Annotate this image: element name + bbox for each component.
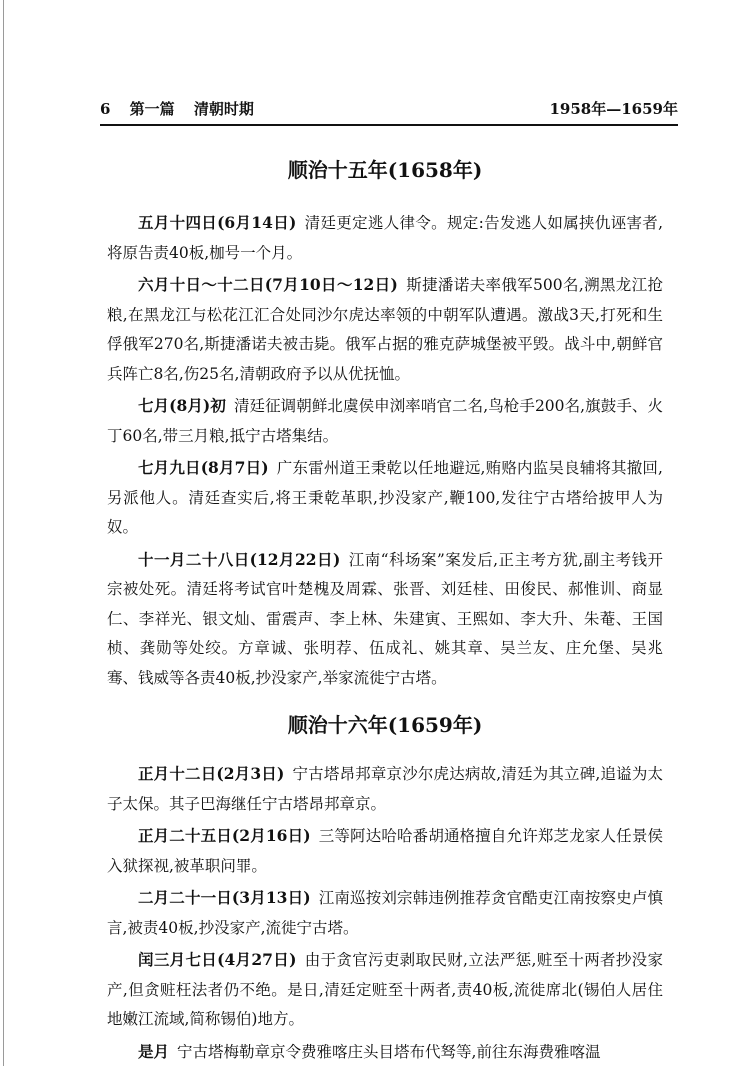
entry [107,391,663,451]
entry [107,453,663,543]
running-header [100,98,678,119]
entry [107,208,663,268]
entry-text: 清廷征调朝鲜北虞侯申浏率哨官二名,鸟枪手200名,旗鼓手、火丁60名,带三月粮,抵宁古塔集结。 [107,397,664,445]
entry-text: 清廷更定逃人律令。规定:告发逃人如属挟仇诬害者,将原告责40板,枷号一个月。 [107,214,663,262]
entry-text: 江南巡按刘宗韩违例推荐贪官酷吏江南按察史卢慎言,被责40板,抄没家产,流徙宁古塔。 [107,889,663,937]
entry [107,759,663,819]
entry [107,545,663,694]
entry [107,883,663,943]
year-range: 1958年—1659年 [549,100,678,118]
entry-text: 斯捷潘诺夫率俄军500名,溯黑龙江抢粮,在黑龙江与松花江汇合处同沙尔虎达率领的中朝军队遭遇。激战3天,打死和生俘俄军270名,斯捷潘诺夫被击毙。俄军占据的雅克萨城堡被平毁。战斗中,朝鲜官兵阵亡8名,伤25名,清朝政府予以从优抚恤。 [107,276,664,383]
page-edge-line [3,0,4,1066]
entry-date: 正月十二日(2月3日) [138,764,285,783]
entry-text: 江南“科场案”案发后,正主考方犹,副主考钱开宗被处死。清廷将考试官叶楚槐及周霖、张晋、刘廷桂、田俊民、郝惟训、商显仁、李祥光、银文灿、雷震声、李上林、朱建寅、王熙如、李大升、朱菴、王国桢、龚勋等处绞。方章诚、张明荐、伍成礼、姚其章、吴兰友、庄允堡、吴兆骞、钱威等各责40板,抄没家产,举家流徙宁古塔。 [107,550,663,687]
section-title-1659: 顺治十六年(1659年) [287,713,483,737]
header-rule [100,124,678,126]
entry-date: 闰三月七日(4月27日) [138,950,297,969]
entry [107,821,663,881]
entry-date: 十一月二十八日(12月22日) [138,549,341,569]
entry-text: 广东雷州道王秉乾以任地避远,贿赂内监吴良辅将其撤回,另派他人。清廷查实后,将王秉乾革职,抄没家产,鞭100,发往宁古塔给披甲人为奴。 [107,459,663,536]
part-label: 第一篇 [129,100,175,118]
entry-text: 由于贪官污吏剥取民财,立法严惩,赃至十两者抄没家产,但贪赃枉法者仍不绝。是日,清廷定赃至十两者,责40板,流徙席北(锡伯人居住地嫩江流域,简称锡伯)地方。 [107,951,663,1028]
page-number: 6 [100,100,111,118]
section-label: 清朝时期 [193,100,254,118]
entry-date: 正月二十五日(2月16日) [138,826,311,845]
entry [107,945,663,1035]
entry-date: 是月 [138,1041,170,1061]
entry-text: 三等阿达哈哈番胡通格擅自允许郑芝龙家人任景侯入狱探视,被革职问罪。 [107,827,663,875]
section-title-1658: 顺治十五年(1658年) [287,158,483,182]
entry-text: 宁古塔昂邦章京沙尔虎达病故,清廷为其立碑,追谥为太子太保。其子巴海继任宁古塔昂邦章京。 [107,765,663,813]
page-content [107,150,663,1069]
header-left [100,98,268,119]
entry-date: 七月(8月)初 [138,396,226,415]
entry-date: 五月十四日(6月14日) [138,213,297,232]
entry-text: 宁古塔梅勒章京令费雅喀庄头目塔布代驽等,前往东海费雅喀温 [177,1042,601,1061]
entry [107,270,663,389]
entry-date: 六月十日～十二日(7月10日～12日) [138,275,398,294]
entry [107,1037,663,1068]
entry-date: 七月九日(8月7日) [138,458,269,477]
entry-date: 二月二十一日(3月13日) [138,888,311,907]
